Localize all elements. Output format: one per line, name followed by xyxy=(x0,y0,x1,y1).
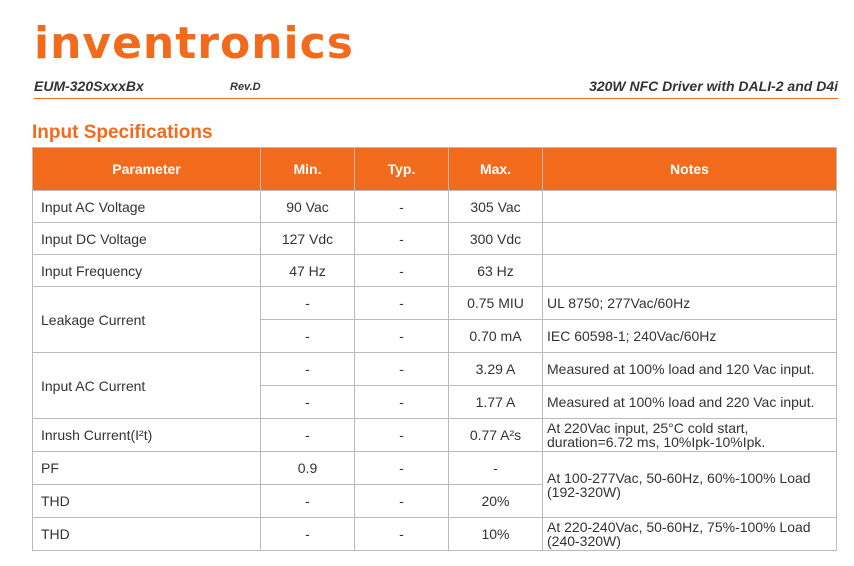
header-notes: Notes xyxy=(543,148,837,191)
header-parameter: Parameter xyxy=(33,148,261,191)
max-cell: 305 Vac xyxy=(449,191,543,223)
min-cell: - xyxy=(261,419,355,452)
param-cell: Input Frequency xyxy=(33,255,261,287)
table-row xyxy=(33,452,837,485)
typ-cell: - xyxy=(355,287,449,320)
typ-cell: - xyxy=(355,320,449,353)
notes-cell: IEC 60598-1; 240Vac/60Hz xyxy=(543,320,837,353)
param-cell: PF xyxy=(33,452,261,485)
min-cell: - xyxy=(261,485,355,518)
max-cell: 20% xyxy=(449,485,543,518)
table-row xyxy=(33,419,837,452)
table-row xyxy=(33,223,837,255)
min-cell: - xyxy=(261,518,355,551)
typ-cell: - xyxy=(355,223,449,255)
notes-cell: At 220-240Vac, 50-60Hz, 75%-100% Load (240-320W) xyxy=(543,518,837,551)
notes-cell: UL 8750; 277Vac/60Hz xyxy=(543,287,837,320)
typ-cell: - xyxy=(355,191,449,223)
max-cell: 0.77 A²s xyxy=(449,419,543,452)
document-header xyxy=(34,76,838,99)
min-cell: - xyxy=(261,287,355,320)
max-cell: 0.70 mA xyxy=(449,320,543,353)
param-cell: Leakage Current xyxy=(33,287,261,353)
inventronics-logo: inventronics xyxy=(34,18,354,69)
table-row xyxy=(33,191,837,223)
header-max: Max. xyxy=(449,148,543,191)
max-cell: 300 Vdc xyxy=(449,223,543,255)
table-row xyxy=(33,287,837,320)
param-cell: Input AC Current xyxy=(33,353,261,419)
min-cell: - xyxy=(261,386,355,419)
table-header-row xyxy=(33,148,837,191)
table-row xyxy=(33,353,837,386)
param-cell: Inrush Current(I²t) xyxy=(33,419,261,452)
min-cell: - xyxy=(261,353,355,386)
typ-cell: - xyxy=(355,386,449,419)
section-title: Input Specifications xyxy=(32,122,213,143)
notes-cell xyxy=(543,191,837,223)
notes-cell xyxy=(543,223,837,255)
input-specifications-table xyxy=(32,147,837,551)
param-cell: THD xyxy=(33,518,261,551)
max-cell: - xyxy=(449,452,543,485)
min-cell: 127 Vdc xyxy=(261,223,355,255)
table-row xyxy=(33,518,837,551)
max-cell: 0.75 MIU xyxy=(449,287,543,320)
max-cell: 63 Hz xyxy=(449,255,543,287)
param-cell: Input AC Voltage xyxy=(33,191,261,223)
typ-cell: - xyxy=(355,452,449,485)
table-row xyxy=(33,255,837,287)
typ-cell: - xyxy=(355,353,449,386)
param-cell: THD xyxy=(33,485,261,518)
min-cell: 0.9 xyxy=(261,452,355,485)
typ-cell: - xyxy=(355,419,449,452)
revision-label: Rev.D xyxy=(230,81,261,93)
model-number: EUM-320SxxxBx xyxy=(34,78,144,94)
typ-cell: - xyxy=(355,518,449,551)
notes-cell: At 100-277Vac, 50-60Hz, 60%-100% Load (192-320W) xyxy=(543,452,837,518)
param-cell: Input DC Voltage xyxy=(33,223,261,255)
min-cell: - xyxy=(261,320,355,353)
max-cell: 1.77 A xyxy=(449,386,543,419)
notes-cell: Measured at 100% load and 220 Vac input. xyxy=(543,386,837,419)
notes-cell: At 220Vac input, 25°C cold start, duration=6.72 ms, 10%Ipk-10%Ipk. xyxy=(543,419,837,452)
min-cell: 47 Hz xyxy=(261,255,355,287)
max-cell: 3.29 A xyxy=(449,353,543,386)
notes-cell xyxy=(543,255,837,287)
header-typ: Typ. xyxy=(355,148,449,191)
min-cell: 90 Vac xyxy=(261,191,355,223)
typ-cell: - xyxy=(355,255,449,287)
notes-cell: Measured at 100% load and 120 Vac input. xyxy=(543,353,837,386)
document-title: 320W NFC Driver with DALI-2 and D4i xyxy=(589,78,838,94)
header-min: Min. xyxy=(261,148,355,191)
max-cell: 10% xyxy=(449,518,543,551)
typ-cell: - xyxy=(355,485,449,518)
